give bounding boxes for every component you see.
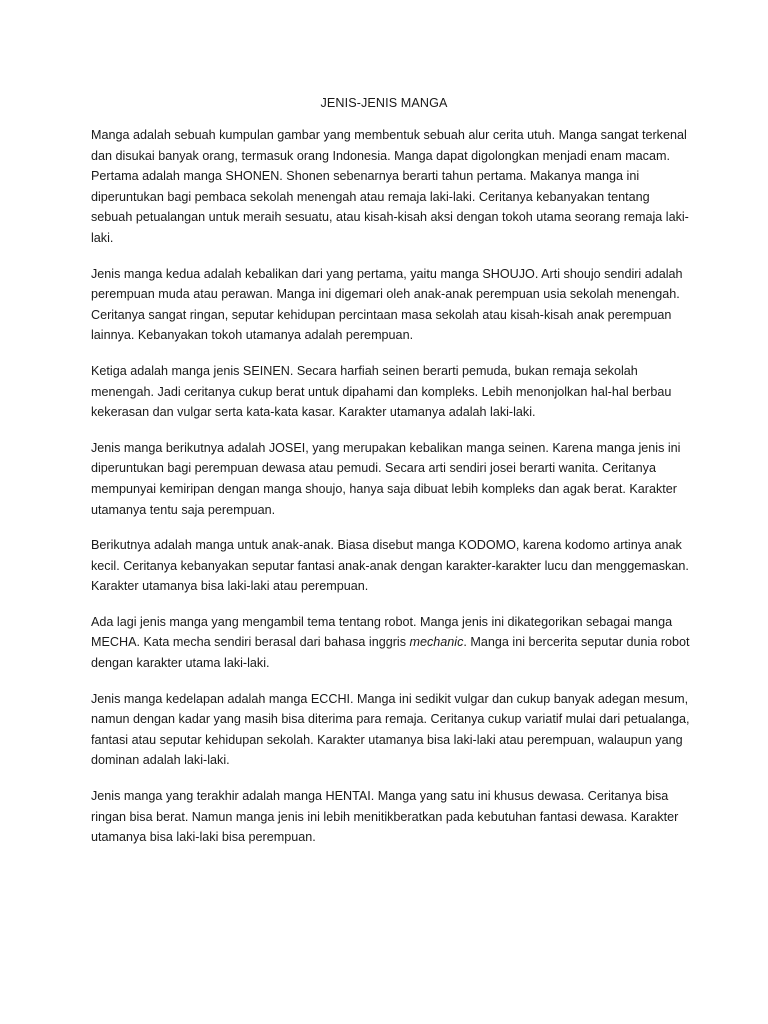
- paragraph-mecha-text-before: Ada lagi jenis manga yang mengambil tema tentang robot. Manga jenis ini dikategorikan sebagai manga MECHA. Kata mecha sendiri berasal dari bahasa inggris: [91, 614, 673, 650]
- paragraph-kodomo: Berikutnya adalah manga untuk anak-anak. Biasa disebut manga KODOMO, karena kodomo artinya anak kecil. Ceritanya kebanyakan seputar fantasi anak-anak dengan karakter-karakter lucu dan menggemaskan. Karakter utamanya bisa laki-laki atau perempuan.: [91, 538, 689, 594]
- paragraph-shonen: Manga adalah sebuah kumpulan gambar yang membentuk sebuah alur cerita utuh. Manga sangat terkenal dan disukai banyak orang, termasuk orang Indonesia. Manga dapat digolongkan menjadi enam macam. Pertama adalah manga SHONEN. Shonen sebenarnya berarti tahun pertama. Makanya manga ini diperuntukan bagi pembaca sekolah menengah atau remaja laki-laki. Ceritanya kebanyakan tentang sebuah petualangan untuk meraih sesuatu, atau kisah-kisah aksi dengan tokoh utama seorang remaja laki-laki.: [91, 128, 689, 245]
- paragraph-ecchi: Jenis manga kedelapan adalah manga ECCHI. Manga ini sedikit vulgar dan cukup banyak adegan mesum, namun dengan kadar yang masih bisa diterima para remaja. Ceritanya cukup variatif mulai dari petualanga, fantasi atau seputar kehidupan sekolah. Karakter utamanya bisa laki-laki atau perempuan, walaupun yang dominan adalah laki-laki.: [91, 691, 690, 768]
- paragraph-mecha: [91, 612, 691, 674]
- paragraph-seinen: Ketiga adalah manga jenis SEINEN. Secara harfiah seinen berarti pemuda, bukan remaja sekolah menengah. Jadi ceritanya cukup berat untuk dipahami dan kompleks. Lebih menonjolkan hal-hal berbau kekerasan dan vulgar serta kata-kata kasar. Karakter utamanya adalah laki-laki.: [91, 363, 672, 420]
- document-title: JENIS-JENIS MANGA: [320, 96, 448, 110]
- paragraph-josei: Jenis manga berikutnya adalah JOSEI, yang merupakan kebalikan manga seinen. Karena manga jenis ini diperuntukan bagi perempuan dewasa atau pemudi. Secara arti sendiri josei berarti wanita. Ceritanya mempunyai kemiripan dengan manga shoujo, hanya saja dibuat lebih kompleks dan agak berat. Karakter utamanya tentu saja perempuan.: [91, 440, 681, 517]
- paragraph-mecha-italic-term: mechanic: [409, 635, 464, 650]
- document-body: [91, 125, 691, 863]
- paragraph-mecha-text-after: . Manga ini bercerita seputar dunia robot dengan karakter utama laki-laki.: [91, 635, 690, 671]
- paragraph-hentai: Jenis manga yang terakhir adalah manga HENTAI. Manga yang satu ini khusus dewasa. Ceritanya bisa ringan bisa berat. Namun manga jenis ini lebih menitikberatkan pada kebutuhan fantasi dewasa. Karakter utamanya bisa laki-laki bisa perempuan.: [91, 789, 679, 845]
- paragraph-shoujo: Jenis manga kedua adalah kebalikan dari yang pertama, yaitu manga SHOUJO. Arti shoujo sendiri adalah perempuan muda atau perawan. Manga ini digemari oleh anak-anak perempuan usia sekolah menengah. Ceritanya sangat ringan, seputar kehidupan percintaan masa sekolah atau kisah-kisah anak perempuan lainnya. Kebanyakan tokoh utamanya adalah perempuan.: [91, 266, 683, 343]
